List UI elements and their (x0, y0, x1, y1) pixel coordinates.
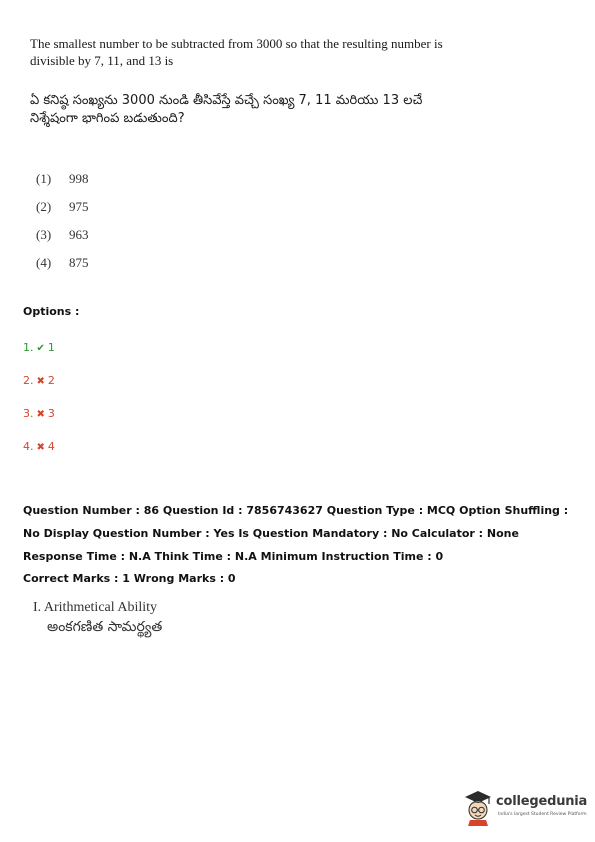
choice-value: 875 (69, 255, 89, 270)
question-text-english: The smallest number to be subtracted from 3000 so that the resulting number is divisible by 7, 11, and 13 is (30, 36, 443, 68)
collegedunia-logo (462, 788, 586, 828)
option-3 (23, 407, 55, 420)
choice-1 (36, 171, 89, 187)
choice-4 (36, 255, 89, 271)
section-title-english: I. Arithmetical Ability (33, 600, 158, 615)
choice-number: (4) (36, 255, 52, 270)
choice-3 (36, 227, 89, 243)
option-index: 1. (23, 341, 34, 354)
cross-icon: ✖ (36, 442, 45, 453)
question-text-telugu: ఏ కనిష్ఠ సంఖ్యను 3000 నుండి తీసివేస్తే వచ్చే సంఖ్య 7, 11 మరియు 13 లచే నిశ్శేషంగా భాగింప బడుతుంది? (30, 93, 423, 126)
mascot-icon (462, 788, 494, 826)
choice-value: 975 (69, 199, 89, 214)
logo-name: collegedunia (496, 794, 588, 809)
marks-info: Correct Marks : 1 Wrong Marks : 0 (23, 572, 236, 585)
option-label: 1 (47, 341, 55, 354)
option-index: 2. (23, 374, 34, 387)
option-index: 4. (23, 440, 34, 453)
question-metadata: Question Number : 86 Question Id : 7856743627 Question Type : MCQ Option Shuffling : No Display Question Number : Yes Is Question Mandatory : No Calculator : None Response Time : N.A Think Time : N.A Minimum Instruction Time : 0 (23, 504, 569, 563)
option-label: 2 (47, 374, 55, 387)
choice-number: (3) (36, 227, 52, 242)
cross-icon: ✖ (36, 409, 45, 420)
logo-tagline: India's largest Student Review Platform (498, 812, 587, 817)
option-label: 4 (47, 440, 55, 453)
option-index: 3. (23, 407, 34, 420)
option-label: 3 (47, 407, 55, 420)
cross-icon: ✖ (36, 376, 45, 387)
option-4 (23, 440, 55, 453)
choice-number: (2) (36, 199, 52, 214)
choice-value: 998 (69, 171, 89, 186)
choice-value: 963 (69, 227, 89, 242)
choice-2 (36, 199, 89, 215)
option-2 (23, 374, 55, 387)
check-icon: ✔ (36, 343, 45, 354)
option-1 (23, 341, 55, 354)
choice-number: (1) (36, 171, 52, 186)
options-heading: Options : (23, 305, 80, 318)
section-title-telugu: అంకగణిత సామర్థ్యత (47, 619, 163, 635)
